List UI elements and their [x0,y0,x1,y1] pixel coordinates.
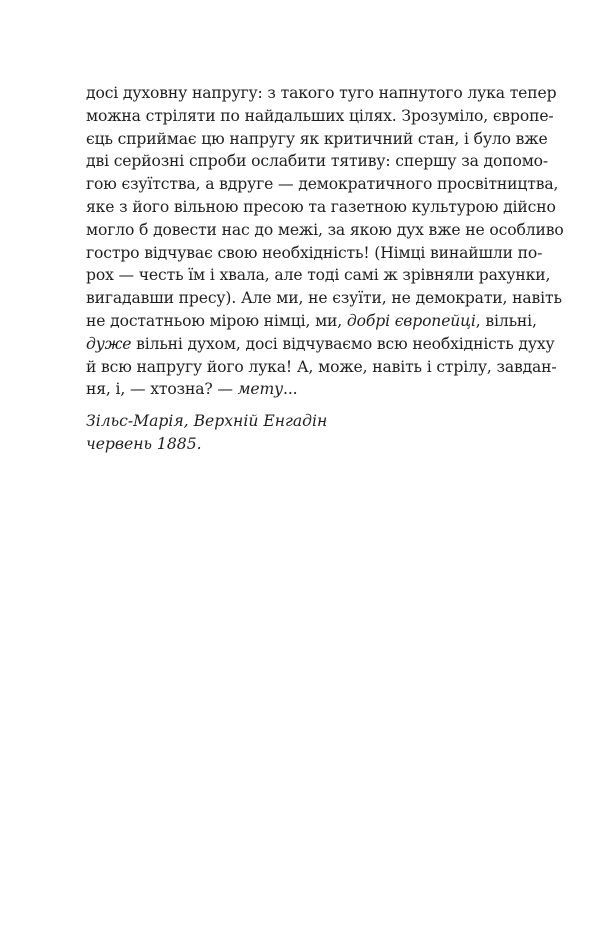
text-segment: ня, і, — хтозна? — [86,380,238,399]
text-line-12 [86,333,555,356]
text-line-14 [86,378,528,401]
text-line-3: єць сприймає цю напругу як критичний стан, і було вже [86,129,548,148]
signature-place: Зільс-Марія, Верхній Енгадін [86,412,328,430]
text-line-11 [86,310,537,333]
text-segment: ... [283,380,298,399]
text-line-8: гостро відчуває свою необхідність! (Німці винайшли по- [86,243,543,262]
text-line-9: рох — честь їм і хвала, але тоді самі ж зрівняли рахунки, [86,266,551,285]
text-segment: , вільні, [475,311,537,330]
emphasis-good-europeans: добрі європейці [346,311,476,330]
text-line-7: могло б довести нас до межі, за якою дух вже не особливо [86,220,564,239]
text-line-6: яке з його вільною пресою та газетною культурою дійсно [86,197,556,216]
text-line-10: вигадавши пресу). Але ми, не єзуїти, не демократи, навіть [86,289,562,308]
emphasis-very: дуже [86,334,132,353]
text-line-4: дві серйозні спроби ослабити тятиву: спершу за допомо- [86,152,549,171]
text-segment: вільні духом, досі відчуваємо всю необхідність духу [131,334,555,353]
emphasis-goal: мету [237,380,284,399]
text-segment: не достатньою мірою німці, ми, [86,311,347,330]
body-text [86,82,564,401]
text-line-1: досі духовну напругу: з такого туго напнутого лука тепер [86,84,557,102]
text-line-2: можна стріляти по найдальших цілях. Зрозуміло, європе- [86,106,554,125]
signature-block [86,410,486,456]
text-line-13: й всю напругу його лука! А, може, навіть і стрілу, завдан- [86,357,557,376]
signature-date: червень 1885. [86,434,202,453]
text-line-5: гою єзуїтства, а вдруге — демократичного просвітництва, [86,175,559,194]
